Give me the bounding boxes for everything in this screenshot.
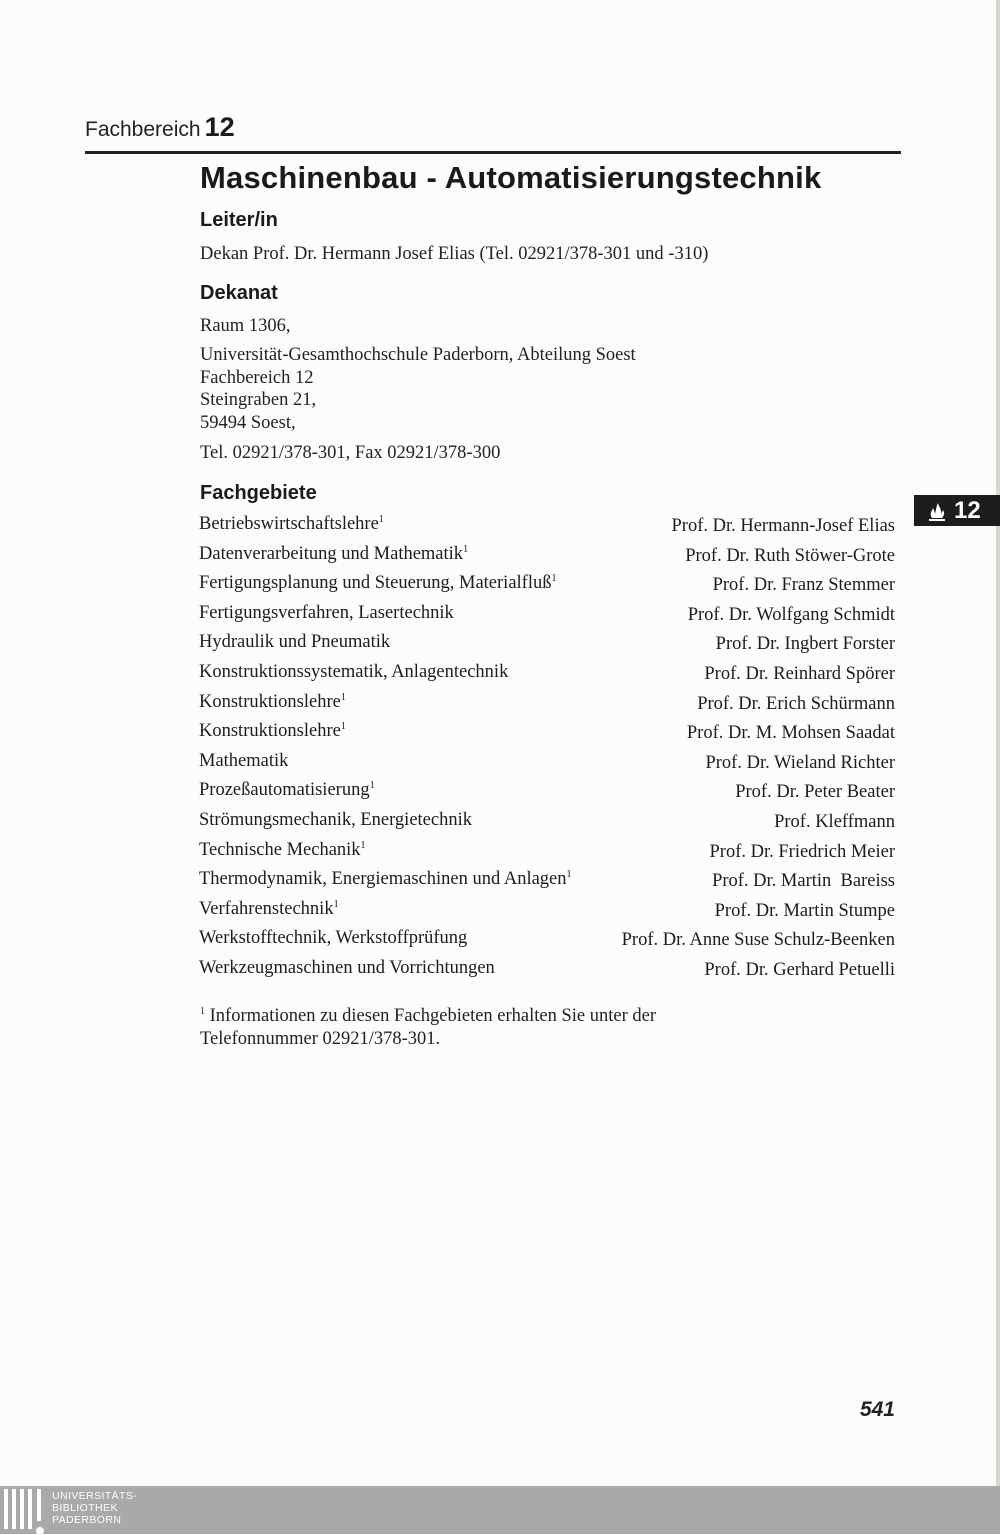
chapter-tab bbox=[914, 495, 1000, 526]
page-title: Maschinenbau - Automatisierungstechnik bbox=[200, 160, 822, 195]
library-line: PADERBORN bbox=[52, 1514, 122, 1526]
fachgebiet-row bbox=[199, 601, 895, 631]
fachgebiet-professor: Prof. Dr. M. Mohsen Saadat bbox=[686, 723, 895, 744]
fachgebiet-professor: Prof. Dr. Wieland Richter bbox=[705, 752, 895, 773]
flame-icon bbox=[926, 500, 948, 522]
fachgebiet-row bbox=[199, 926, 895, 956]
fachgebiet-row bbox=[199, 512, 895, 542]
footnote-line: Telefonnummer 02921/378-301. bbox=[200, 1029, 441, 1049]
subject-label: Werkzeugmaschinen und Vorrichtungen bbox=[199, 957, 495, 978]
subject-label: Betriebswirtschaftslehre bbox=[199, 514, 379, 534]
subject-label: Mathematik bbox=[199, 750, 289, 771]
fachgebiet-row bbox=[199, 867, 895, 897]
fachgebiet-row bbox=[199, 897, 895, 927]
fachgebiet-professor: Prof. Dr. Martin Stumpe bbox=[714, 900, 895, 921]
fachgebiet-subject bbox=[199, 899, 339, 920]
fachgebiet-professor: Prof. Dr. Friedrich Meier bbox=[709, 841, 895, 862]
fachgebiet-professor: Prof. Dr. Franz Stemmer bbox=[712, 575, 895, 596]
fachgebiet-subject bbox=[199, 514, 384, 535]
fachgebiet-row bbox=[199, 660, 895, 690]
header-label: Fachbereich bbox=[85, 118, 201, 141]
footnote-mark: 1 bbox=[360, 839, 366, 851]
header-rule bbox=[85, 151, 901, 154]
fachgebiet-subject bbox=[199, 840, 366, 861]
footnote bbox=[200, 1005, 656, 1051]
fachgebiete-heading: Fachgebiete bbox=[200, 482, 317, 504]
fachgebiet-professor: Prof. Kleffmann bbox=[774, 811, 895, 832]
footnote-mark: 1 bbox=[340, 721, 346, 733]
dekanat-address bbox=[200, 344, 636, 434]
fachgebiet-professor: Prof. Dr. Reinhard Spörer bbox=[704, 663, 895, 684]
subject-label: Verfahrenstechnik bbox=[199, 898, 334, 919]
page-number: 541 bbox=[859, 1398, 895, 1421]
fachgebiet-row bbox=[199, 838, 895, 868]
fachgebiet-row bbox=[199, 542, 895, 572]
fachgebiete-list bbox=[199, 512, 895, 986]
leiter-text: Dekan Prof. Dr. Hermann Josef Elias (Tel. 02921/378-301 und -310) bbox=[200, 244, 709, 264]
address-line: Universität-Gesamthochschule Paderborn, Abteilung Soest bbox=[200, 345, 636, 365]
footnote-mark: 1 bbox=[340, 691, 346, 703]
fachgebiet-subject bbox=[199, 780, 375, 801]
fachgebiet-row bbox=[199, 571, 895, 601]
library-line: UNIVERSITÄTS- bbox=[52, 1490, 138, 1502]
fachgebiet-row bbox=[199, 719, 895, 749]
library-line: BIBLIOTHEK bbox=[52, 1502, 118, 1514]
fachgebiet-subject bbox=[199, 751, 288, 772]
address-line: Steingraben 21, bbox=[200, 390, 317, 410]
fachgebiet-subject bbox=[199, 544, 468, 565]
fachgebiet-subject bbox=[199, 632, 390, 653]
fachgebiet-professor: Prof. Dr. Anne Suse Schulz-Beenken bbox=[621, 930, 895, 951]
fachgebiet-row bbox=[199, 690, 895, 720]
leiter-heading: Leiter/in bbox=[200, 209, 278, 231]
subject-label: Thermodynamik, Energiemaschinen und Anlagen bbox=[199, 869, 567, 890]
subject-label: Datenverarbeitung und Mathematik bbox=[199, 543, 464, 564]
fachgebiet-row bbox=[199, 778, 895, 808]
library-footer bbox=[0, 1486, 1000, 1534]
fachgebiet-subject bbox=[199, 928, 467, 949]
subject-label: Hydraulik und Pneumatik bbox=[199, 632, 391, 653]
dekanat-room: Raum 1306, bbox=[200, 316, 291, 336]
library-logo bbox=[4, 1489, 40, 1531]
fachgebiet-subject bbox=[199, 869, 572, 890]
footnote-mark: 1 bbox=[333, 898, 339, 910]
subject-label: Prozeßautomatisierung bbox=[199, 780, 370, 801]
subject-label: Strömungsmechanik, Energietechnik bbox=[199, 809, 472, 830]
fachgebiet-professor: Prof. Dr. Gerhard Petuelli bbox=[704, 959, 895, 980]
fachgebiet-professor: Prof. Dr. Erich Schürmann bbox=[697, 693, 895, 714]
subject-label: Konstruktionslehre bbox=[199, 721, 341, 742]
fachgebiet-subject bbox=[199, 692, 346, 713]
fachgebiet-professor: Prof. Dr. Ingbert Forster bbox=[715, 634, 895, 655]
footnote-mark: 1 bbox=[369, 780, 375, 792]
fachgebiet-professor: Prof. Dr. Wolfgang Schmidt bbox=[687, 604, 895, 625]
subject-label: Fertigungsverfahren, Lasertechnik bbox=[199, 602, 454, 623]
subject-label: Fertigungsplanung und Steuerung, Materialfluß bbox=[199, 573, 552, 594]
subject-label: Werkstofftechnik, Werkstoffprüfung bbox=[199, 928, 468, 949]
fachgebiet-subject bbox=[199, 958, 495, 979]
footnote-mark: 1 bbox=[566, 869, 572, 881]
footnote-line: Informationen zu diesen Fachgebieten erhalten Sie unter der bbox=[209, 1006, 657, 1026]
subject-label: Konstruktionssystematik, Anlagentechnik bbox=[199, 661, 509, 682]
footnote-mark: 1 bbox=[463, 543, 469, 555]
fachgebiet-row bbox=[199, 749, 895, 779]
footnote-mark: 1 bbox=[378, 514, 384, 525]
fachgebiet-subject bbox=[199, 810, 472, 831]
subject-label: Technische Mechanik bbox=[199, 839, 361, 860]
fachgebiet-subject bbox=[199, 603, 454, 624]
fachgebiet-subject bbox=[199, 721, 346, 742]
fachgebiet-professor: Prof. Dr. Martin Bareiss bbox=[712, 871, 895, 892]
footnote-mark: 1 bbox=[200, 1006, 205, 1017]
fachgebiet-subject bbox=[199, 662, 508, 683]
fachgebiet-professor: Prof. Dr. Ruth Stöwer-Grote bbox=[685, 545, 895, 566]
footnote-mark: 1 bbox=[551, 573, 557, 585]
fachgebiet-professor: Prof. Dr. Peter Beater bbox=[735, 782, 895, 803]
fachgebiet-professor: Prof. Dr. Hermann-Josef Elias bbox=[671, 516, 895, 536]
address-line: 59494 Soest, bbox=[200, 412, 296, 433]
dekanat-heading: Dekanat bbox=[200, 282, 278, 304]
section-header bbox=[85, 112, 900, 143]
library-name bbox=[52, 1490, 137, 1526]
dekanat-contact: Tel. 02921/378-301, Fax 02921/378-300 bbox=[200, 443, 501, 463]
fachgebiet-row bbox=[199, 808, 895, 838]
fachgebiet-row bbox=[199, 630, 895, 660]
tab-number: 12 bbox=[954, 496, 981, 524]
header-number: 12 bbox=[204, 112, 235, 142]
fachgebiet-row bbox=[199, 956, 895, 986]
subject-label: Konstruktionslehre bbox=[199, 691, 341, 712]
address-line: Fachbereich 12 bbox=[200, 367, 314, 388]
fachgebiet-subject bbox=[199, 573, 556, 594]
